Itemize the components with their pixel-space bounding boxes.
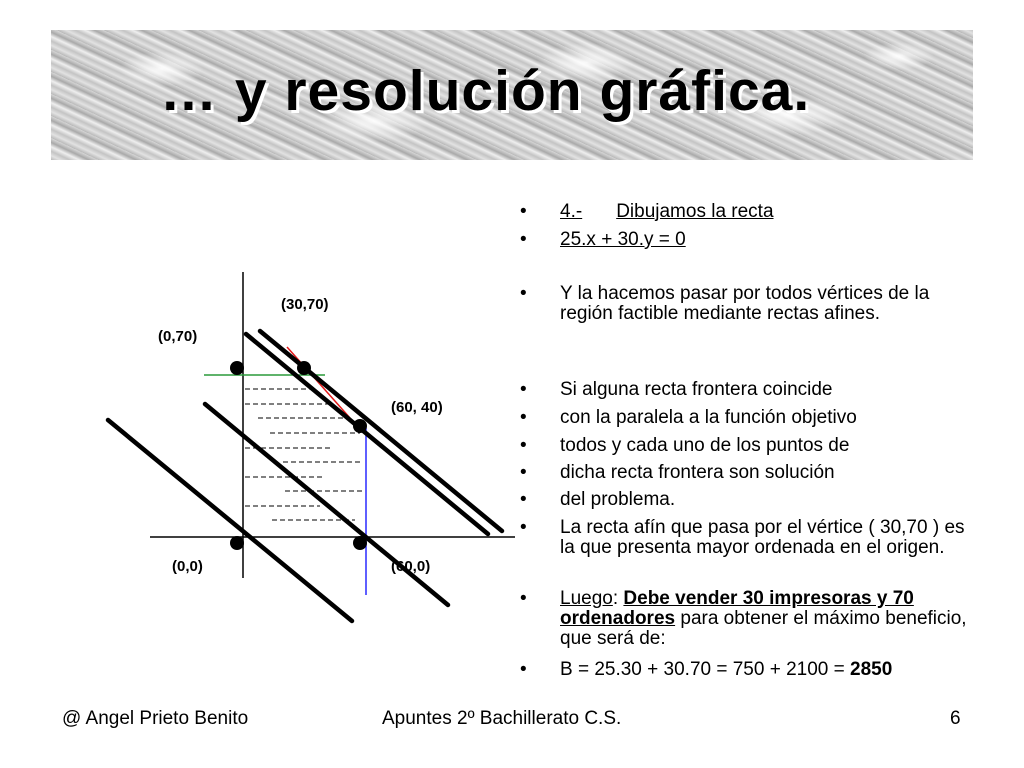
bullet-item: • todos y cada uno de los puntos de bbox=[520, 435, 850, 456]
footer-course: Apuntes 2º Bachillerato C.S. bbox=[382, 708, 622, 729]
vertex-0-0 bbox=[230, 536, 244, 550]
bullet-item: • 25.x + 30.y = 0 bbox=[520, 229, 686, 250]
label-60-40: (60, 40) bbox=[391, 399, 443, 416]
label-0-0: (0,0) bbox=[172, 558, 203, 575]
bullet-item: • dicha recta frontera son solución bbox=[520, 462, 835, 483]
boundary-red-segment bbox=[287, 347, 350, 418]
label-60-0: (60,0) bbox=[391, 558, 431, 575]
objective-parallel-line-3 bbox=[246, 334, 488, 534]
objective-parallel-line-4 bbox=[260, 331, 502, 531]
bullet-item: • B = 25.30 + 30.70 = 750 + 2100 = 2850 bbox=[520, 659, 893, 680]
slide-title: … y resolución gráfica. bbox=[160, 59, 811, 123]
bullet-item: • Luego: Debe vender 30 impresoras y 70 ordenadores para obtener el máximo beneficio, que será de: bbox=[520, 588, 967, 649]
label-0-70: (0,70) bbox=[158, 328, 198, 345]
bullet-item: • Y la hacemos pasar por todos vértices de la región factible mediante rectas afines. bbox=[520, 283, 930, 324]
footer-page-number: 6 bbox=[950, 708, 961, 729]
bullet-item: • del problema. bbox=[520, 489, 676, 510]
bullet-item: • 4.- Dibujamos la recta bbox=[520, 201, 774, 222]
vertex-60-40 bbox=[353, 419, 367, 433]
bullet-item: • con la paralela a la función objetivo bbox=[520, 407, 857, 428]
bullet-item: • Si alguna recta frontera coincide bbox=[520, 379, 833, 400]
vertex-0-70 bbox=[230, 361, 244, 375]
vertex-60-0 bbox=[353, 536, 367, 550]
vertex-30-70 bbox=[297, 361, 311, 375]
bullet-item: • La recta afín que pasa por el vértice ( 30,70 ) es la que presenta mayor ordenada en el origen. bbox=[520, 517, 965, 558]
label-30-70: (30,70) bbox=[281, 296, 329, 313]
footer-author: @ Angel Prieto Benito bbox=[62, 708, 249, 729]
